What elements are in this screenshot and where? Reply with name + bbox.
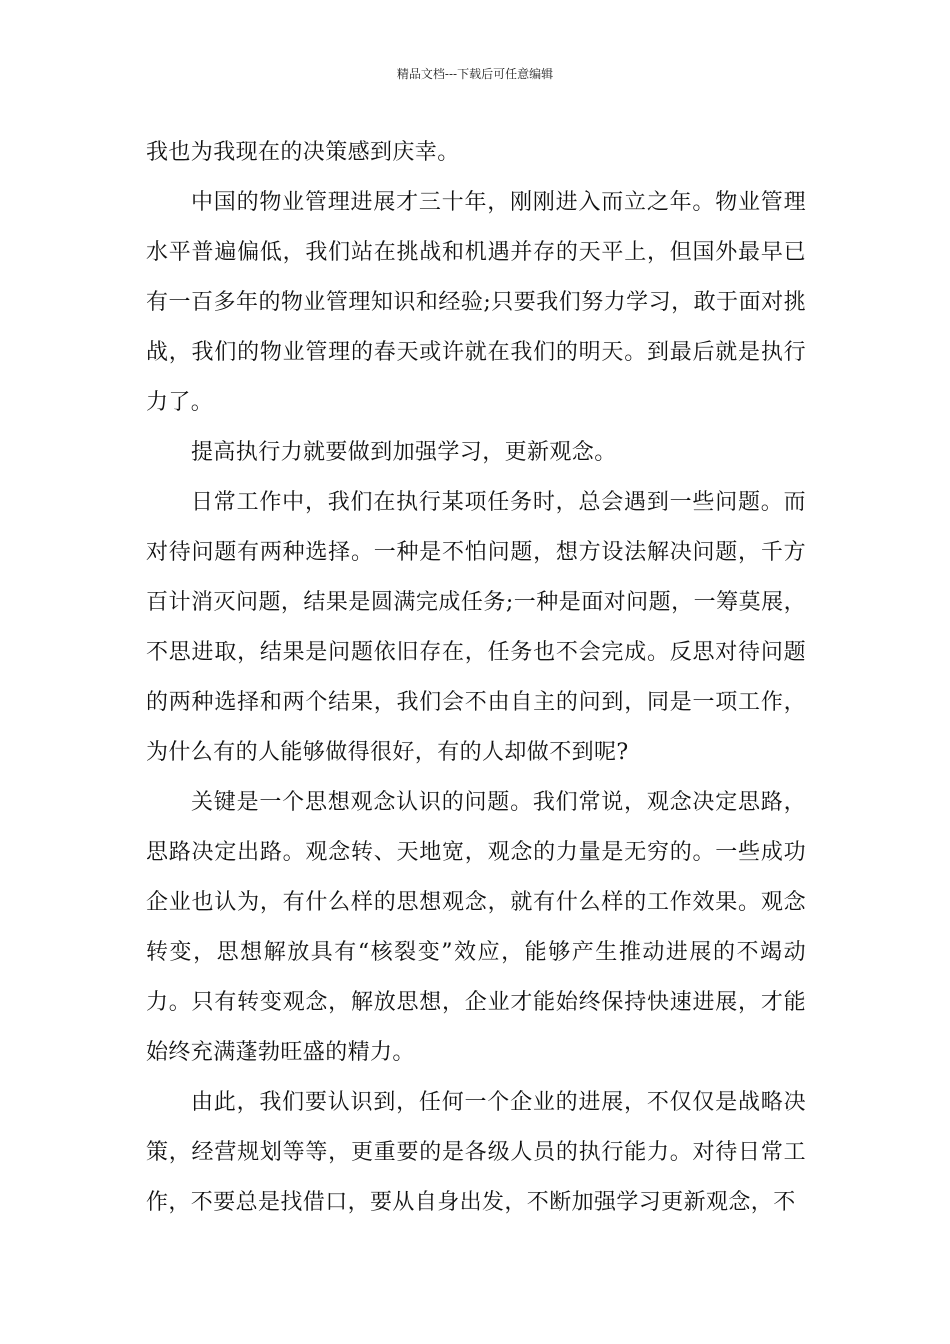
document-body [146, 128, 806, 1228]
paragraph-6: 由此，我们要认识到，任何一个企业的进展，不仅仅是战略决策，经营规划等等，更重要的是各级人员的执行能力。对待日常工作，不要总是找借口，要从自身出发，不断加强学习更新观念，不 [146, 1090, 806, 1215]
page-header: 精品文档---下载后可任意编辑 [396, 67, 554, 81]
paragraph-4: 日常工作中，我们在执行某项任务时，总会遇到一些问题。而对待问题有两种选择。一种是不怕问题，想方设法解决问题，千方百计消灭问题，结果是圆满完成任务;一种是面对问题，一筹莫展，不思进取，结果是问题依旧存在，任务也不会完成。反思对待问题的两种选择和两个结果，我们会不由自主的问到，同是一项工作，为什么有的人能够做得很好，有的人却做不到呢? [146, 490, 806, 765]
paragraph-3: 提高执行力就要做到加强学习，更新观念。 [191, 440, 617, 465]
paragraph-5: 关键是一个思想观念认识的问题。我们常说，观念决定思路，思路决定出路。观念转、天地宽，观念的力量是无穷的。一些成功企业也认为，有什么样的思想观念，就有什么样的工作效果。观念转变，思想解放具有“核裂变”效应，能够产生推动进展的不竭动力。只有转变观念，解放思想，企业才能始终保持快速进展，才能始终充满蓬勃旺盛的精力。 [146, 790, 806, 1065]
paragraph-1: 我也为我现在的决策感到庆幸。 [146, 140, 460, 165]
paragraph-2: 中国的物业管理进展才三十年，刚刚进入而立之年。物业管理水平普遍偏低，我们站在挑战和机遇并存的天平上，但国外最早已有一百多年的物业管理知识和经验;只要我们努力学习，敢于面对挑战，我们的物业管理的春天或许就在我们的明天。到最后就是执行力了。 [146, 190, 806, 415]
